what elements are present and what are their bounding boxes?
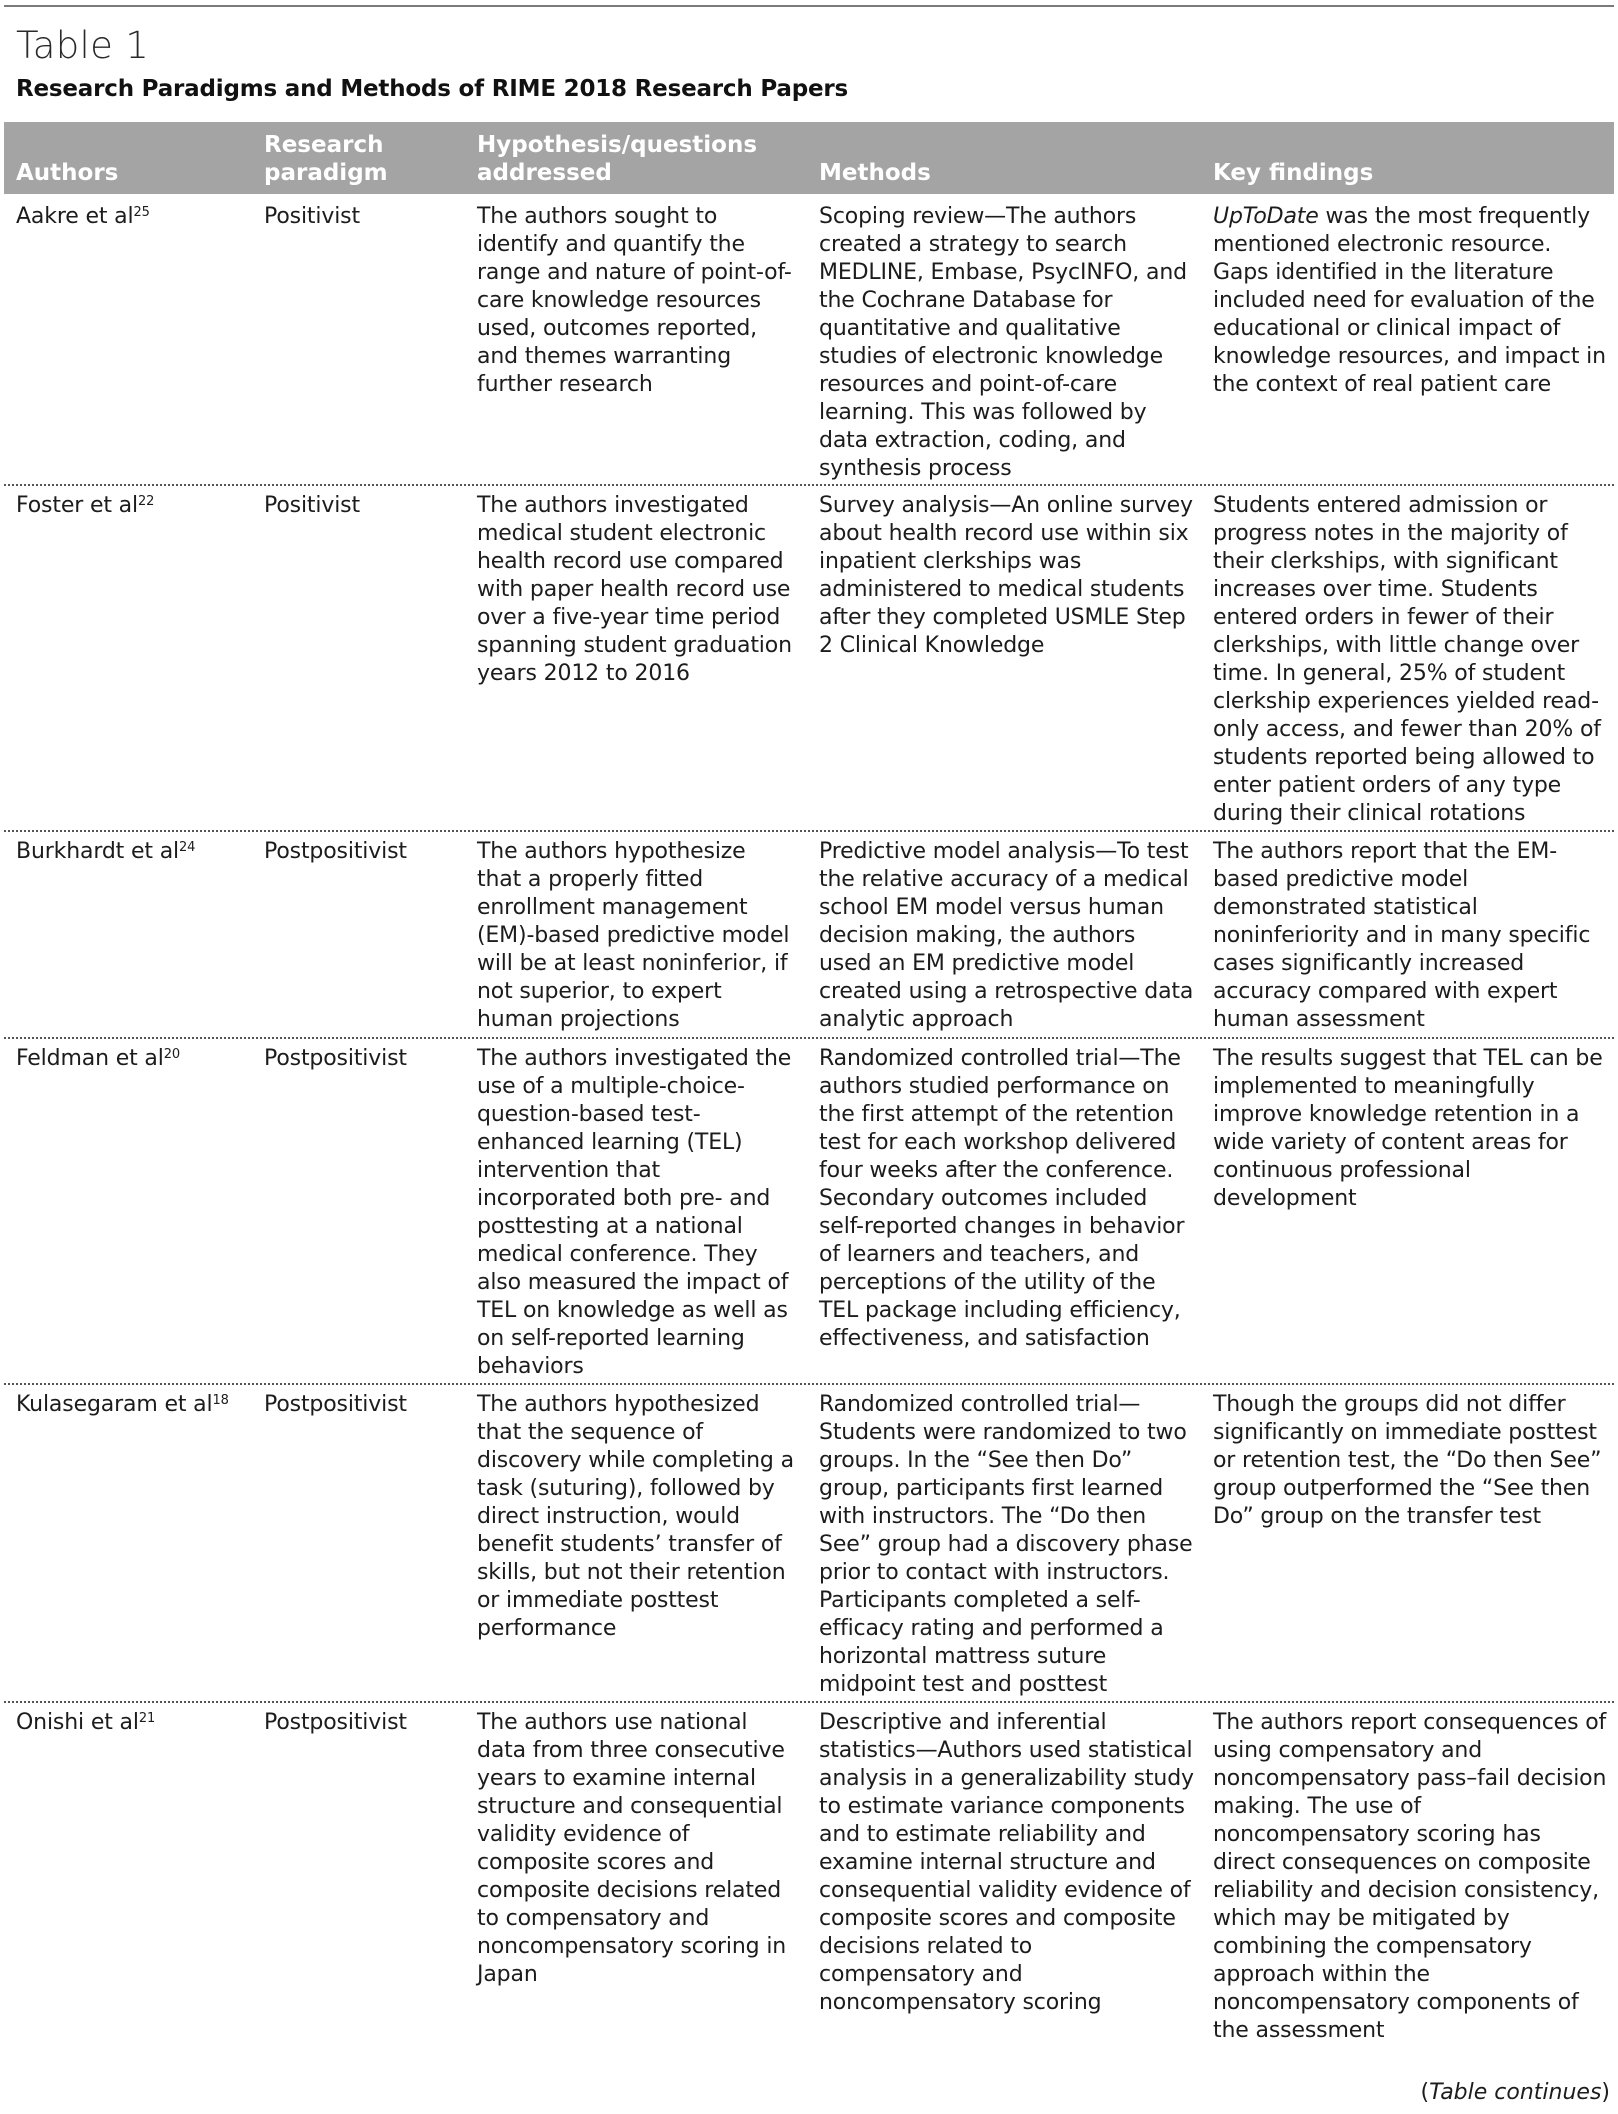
table-row: [0, 1383, 1618, 1701]
table-label: Table 1: [16, 24, 150, 67]
cell-hypothesis: The authors hypothesized that the sequence of discovery while completing a task (suturing), followed by direct instruction, would benefit students’ transfer of skills, but not their retention or immediate posttest performance: [477, 1392, 794, 1641]
cell-author: Burkhardt et $al^{24}$: [16, 839, 196, 864]
table-row: [0, 1701, 1618, 2041]
table-row: [0, 1037, 1618, 1383]
cell-paradigm: Postpositivist: [264, 839, 407, 864]
cell-author: Aakre et $al^{25}$: [16, 204, 150, 229]
cell-findings: The results suggest that TEL can be implemented to meaningfully improve knowledge retention in a wide variety of content areas for continuous professional development: [1213, 1046, 1603, 1211]
cell-findings: Students entered admission or progress notes in the majority of their clerkships, with significant increases over time. Students entered orders in fewer of their clerkships, with little change over time. In general, 25% of student clerkship experiences yielded read-only access, and fewer than 20% of students reported being allowed to enter patient orders of any type during their clinical rotations: [1213, 493, 1601, 826]
cell-findings: The authors report consequences of using compensatory and noncompensatory pass–fail decision making. The use of noncompensatory scoring has direct consequences on composite reliability and decision consistency, which may be mitigated by combining the compensatory approach within the noncompensatory components of the assessment: [1213, 1710, 1607, 2043]
header-hypothesis-line2: addressed: [477, 160, 612, 186]
reference-number: 21: [138, 1711, 156, 1726]
cell-paradigm: Postpositivist: [264, 1392, 407, 1417]
header-paradigm-line2: paradigm: [264, 160, 388, 186]
cell-methods: Survey analysis—An online survey about health record use within six inpatient clerkships was administered to medical students after they completed USMLE Step 2 Clinical Knowledge: [819, 493, 1193, 658]
resource-name: UpToDate: [1213, 204, 1319, 229]
top-rule: [4, 5, 1614, 7]
header-authors: Authors: [16, 160, 119, 186]
cell-hypothesis: The authors hypothesize that a properly fitted enrollment management (EM)-based predictive model will be at least noninferior, if not superior, to expert human projections: [477, 839, 790, 1032]
table-continues-note: (Table continues): [1420, 2080, 1610, 2105]
cell-findings: UpToDate was the most frequently mentioned electronic resource. Gaps identified in the literature included need for evaluation of the educational or clinical impact of knowledge resources, and impact in the context of real patient care: [1213, 204, 1606, 397]
cell-hypothesis: The authors sought to identify and quantify the range and nature of point-of-care knowledge resources used, outcomes reported, and themes warranting further research: [477, 204, 792, 397]
cell-author: Kulasegaram et $al^{18}$: [16, 1392, 229, 1417]
cell-hypothesis: The authors investigated the use of a multiple-choice-question-based test-enhanced learning (TEL) intervention that incorporated both pre- and posttesting at a national medical conference. They also measured the impact of TEL on knowledge as well as on self-reported learning behaviors: [477, 1046, 792, 1379]
cell-methods: Randomized controlled trial—The authors studied performance on the first attempt of the retention test for each workshop delivered four weeks after the conference. Secondary outcomes included self-reported changes in behavior of learners and teachers, and perceptions of the utility of the TEL package including efficiency, effectiveness, and satisfaction: [819, 1046, 1185, 1351]
header-methods: Methods: [819, 160, 931, 186]
reference-number: 22: [137, 494, 155, 509]
table-row: [0, 484, 1618, 830]
cell-methods: Descriptive and inferential statistics—Authors used statistical analysis in a generalizability study to estimate variance components and to estimate reliability and examine internal structure and consequential validity evidence of composite scores and composite decisions related to compensatory and noncompensatory scoring: [819, 1710, 1194, 2015]
header-hypothesis: [477, 131, 757, 187]
reference-number: 25: [133, 205, 150, 220]
cell-methods: Predictive model analysis—To test the relative accuracy of a medical school EM model versus human decision making, the authors used an EM predictive model created using a retrospective data analytic approach: [819, 839, 1194, 1032]
header-paradigm-line1: Research: [264, 132, 384, 158]
table-header: [4, 122, 1614, 194]
cell-findings: The authors report that the EM-based predictive model demonstrated statistical noninferiority and in many specific cases significantly increased accuracy compared with expert human assessment: [1213, 839, 1591, 1032]
cell-hypothesis: The authors investigated medical student electronic health record use compared with paper health record use over a five-year time period spanning student graduation years 2012 to 2016: [477, 493, 792, 686]
header-paradigm: [264, 131, 388, 187]
reference-number: 20: [163, 1047, 180, 1062]
header-findings: Key findings: [1213, 160, 1374, 186]
reference-number: 24: [179, 840, 196, 855]
cell-hypothesis: The authors use national data from three consecutive years to examine internal structure and consequential validity evidence of composite scores and composite decisions related to compensatory and noncompensatory scoring in Japan: [477, 1710, 787, 1987]
table-row: [0, 830, 1618, 1037]
table-title: Research Paradigms and Methods of RIME 2018 Research Papers: [16, 76, 849, 102]
cell-author: Onishi et $al^{21}$: [16, 1710, 156, 1735]
header-hypothesis-line1: Hypothesis/questions: [477, 132, 758, 158]
cell-author: Foster et $al^{22}$: [16, 493, 155, 518]
cell-methods: Randomized controlled trial—Students were randomized to two groups. In the “See then Do” group, participants first learned with instructors. The “Do then See” group had a discovery phase prior to contact with instructors. Participants completed a self-efficacy rating and performed a horizontal mattress suture midpoint test and posttest: [819, 1392, 1193, 1697]
cell-methods: Scoping review—The authors created a strategy to search MEDLINE, Embase, PsycINFO, and the Cochrane Database for quantitative and qualitative studies of electronic knowledge resources and point-of-care learning. This was followed by data extraction, coding, and synthesis process: [819, 204, 1187, 481]
cell-findings: Though the groups did not differ significantly on immediate posttest or retention test, the “Do then See” group outperformed the “See then Do” group on the transfer test: [1213, 1392, 1602, 1529]
cell-author: Feldman et $al^{20}$: [16, 1046, 180, 1071]
cell-paradigm: Postpositivist: [264, 1710, 407, 1735]
cell-paradigm: Positivist: [264, 493, 360, 518]
reference-number: 18: [212, 1393, 229, 1408]
cell-paradigm: Positivist: [264, 204, 360, 229]
table-row: [0, 195, 1618, 484]
cell-paradigm: Postpositivist: [264, 1046, 407, 1071]
